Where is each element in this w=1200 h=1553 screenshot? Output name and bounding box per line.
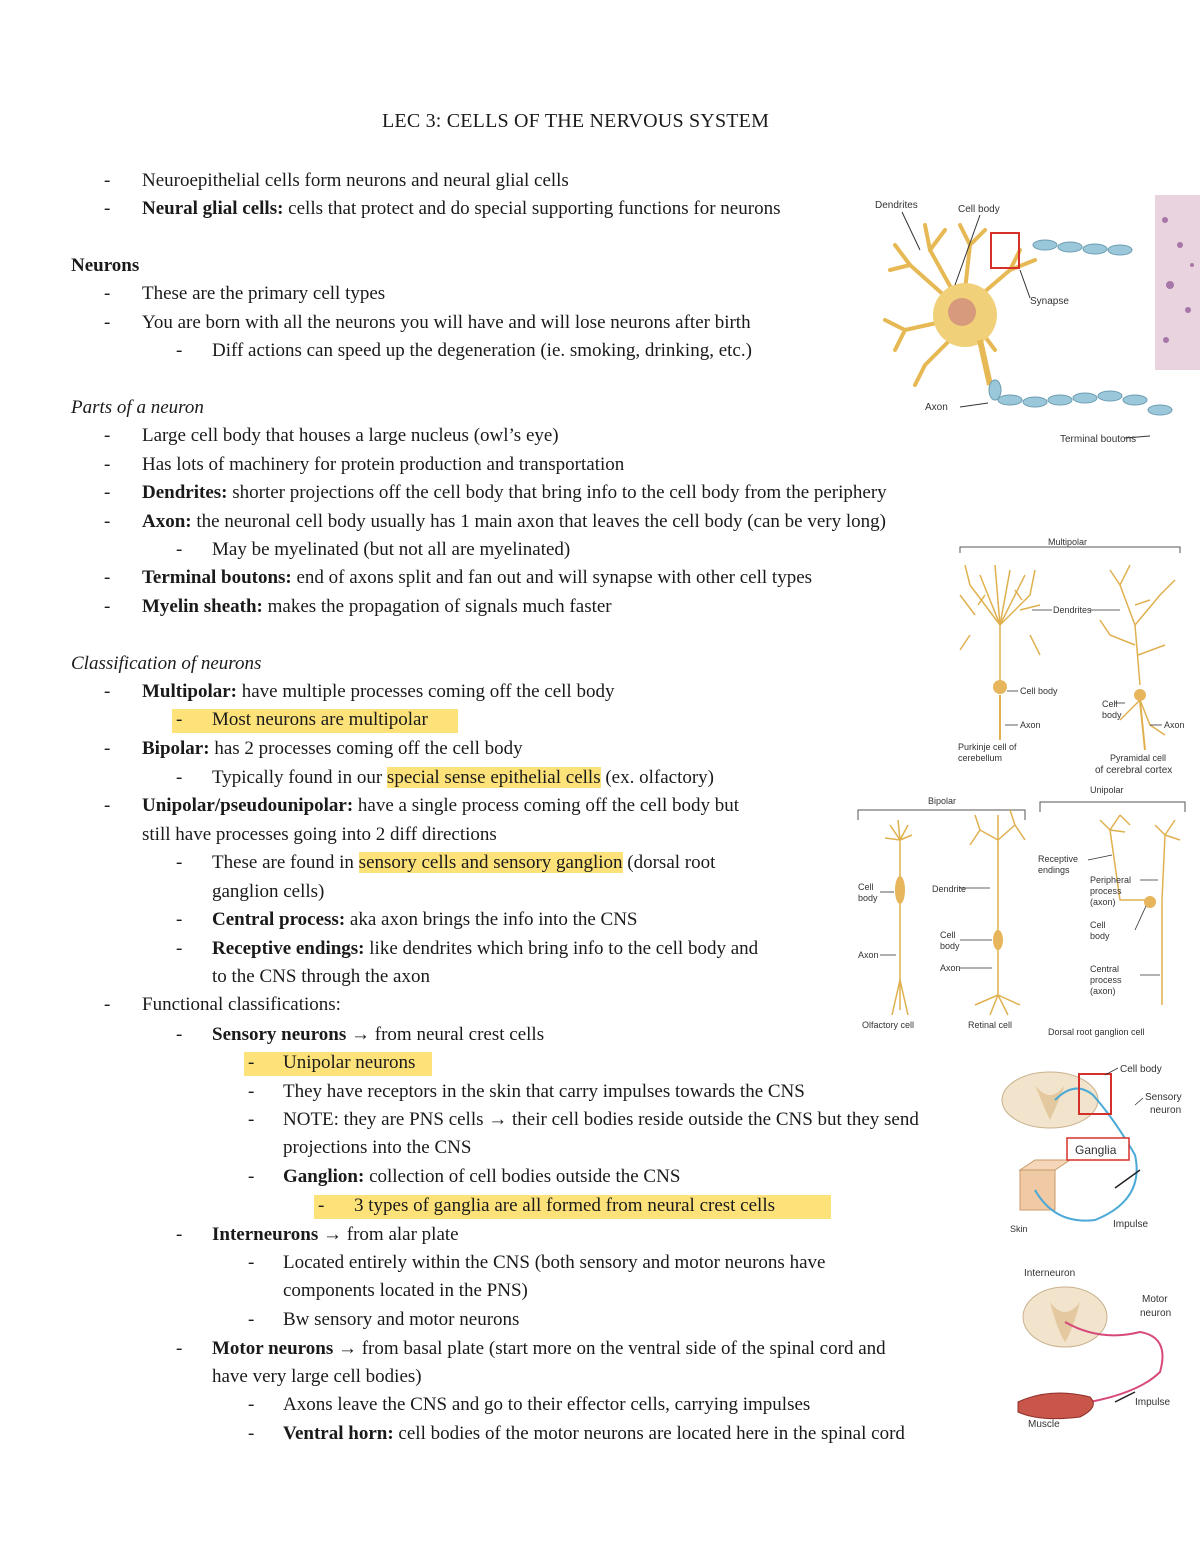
bullet-dash: -: [248, 1081, 255, 1102]
list-item: These are the primary cell types: [142, 283, 386, 304]
label-dendrites: Dendrites: [1053, 605, 1092, 615]
list-item: Large cell body that houses a large nucleus (owl’s eye): [142, 425, 559, 446]
label-pyramidal-1: Pyramidal cell: [1110, 753, 1167, 763]
label-cell-2: Cell: [940, 930, 956, 940]
list-item: Terminal boutons: end of axons split and fan out and will synapse with other cell types: [142, 567, 813, 588]
bullet-dash: -: [104, 596, 111, 617]
skin-top: [1020, 1160, 1070, 1170]
label-skin: Skin: [1010, 1224, 1028, 1234]
bullet-dash: -: [104, 198, 111, 219]
label-impulse: Impulse: [1135, 1397, 1171, 1408]
list-subitem: Most neurons are multipolar: [212, 709, 428, 730]
list-item: Multipolar: have multiple processes coming off the cell body: [142, 681, 615, 702]
purkinje-soma: [993, 680, 1007, 694]
muscle-shape: [1018, 1393, 1093, 1419]
bullet-dash: -: [248, 1166, 255, 1187]
retinal-soma: [993, 930, 1003, 950]
bullet-dash: -: [176, 1338, 183, 1359]
skin-block: [1020, 1170, 1055, 1210]
list-subitem: 3 types of ganglia are all formed from neural crest cells: [354, 1195, 775, 1216]
list-subitem-continued: components located in the PNS): [283, 1280, 528, 1301]
bullet-dash: -: [176, 1024, 183, 1045]
list-subitem: May be myelinated (but not all are myelinated): [212, 539, 571, 560]
bullet-dash: -: [104, 567, 111, 588]
list-subitem: Motor neurons → from basal plate (start more on the ventral side of the spinal cord and: [212, 1338, 886, 1359]
leader-line: [1135, 1098, 1143, 1105]
label-body: body: [858, 893, 878, 903]
label-sensory-2: neuron: [1150, 1105, 1182, 1116]
label-terminal-boutons: Terminal boutons: [1060, 434, 1137, 445]
label-interneuron: Interneuron: [1024, 1268, 1076, 1279]
label-central-1: Central: [1090, 964, 1120, 974]
list-subitem-continued: to the CNS through the axon: [212, 966, 430, 987]
list-subitem: Interneurons → from alar plate: [212, 1224, 459, 1245]
retinal-cell: [970, 810, 1025, 1015]
header-bracket: [960, 547, 1180, 553]
list-subitem: NOTE: they are PNS cells → their cell bodies reside outside the CNS but they send: [283, 1109, 919, 1130]
label-drg: Dorsal root ganglion cell: [1048, 1027, 1145, 1037]
list-subitem: Located entirely within the CNS (both sensory and motor neurons have: [283, 1252, 826, 1273]
olfactory-cell: [885, 820, 912, 1015]
label-dendrites: Dendrites: [875, 200, 918, 211]
pyramidal-soma: [1134, 689, 1146, 701]
list-subitem: Ventral horn: cell bodies of the motor neurons are located here in the spinal cord: [283, 1423, 905, 1444]
purkinje-dendrites: [960, 565, 1040, 685]
bullet-dash: -: [104, 511, 111, 532]
bullet-dash: -: [248, 1309, 255, 1330]
list-subitem: These are found in sensory cells and sensory ganglion (dorsal root: [212, 852, 716, 873]
list-item: Myelin sheath: makes the propagation of signals much faster: [142, 596, 612, 617]
bipolar-unipolar-figure: [850, 780, 1195, 1045]
label-receptive-1: Receptive: [1038, 854, 1079, 864]
label-muscle: Muscle: [1028, 1419, 1060, 1430]
label-peripheral-1: Peripheral: [1090, 875, 1132, 885]
bullet-dash: -: [104, 482, 111, 503]
bullet-dash: -: [176, 340, 183, 361]
label-ucell: Cell: [1090, 920, 1106, 930]
bullet-dash: -: [248, 1423, 255, 1444]
list-item: Axon: the neuronal cell body usually has 1 main axon that leaves the cell body (can be very long): [142, 511, 886, 532]
label-synapse: Synapse: [1030, 296, 1069, 307]
list-subitem: Diff actions can speed up the degeneration (ie. smoking, drinking, etc.): [212, 340, 752, 361]
label-axon: Axon: [1020, 720, 1041, 730]
list-item: Functional classifications:: [142, 994, 341, 1015]
micrograph-image: [1155, 195, 1200, 370]
list-subitem: Bw sensory and motor neurons: [283, 1309, 520, 1330]
list-subitem: Sensory neurons → from neural crest cells: [212, 1024, 545, 1045]
page-title: LEC 3: CELLS OF THE NERVOUS SYSTEM: [382, 110, 770, 132]
label-axon-2: Axon: [1164, 720, 1185, 730]
label-purkinje-1: Purkinje cell of: [958, 742, 1017, 752]
bullet-dash: -: [176, 539, 183, 560]
label-ganglia: Ganglia: [1075, 1143, 1117, 1157]
label-motor-1: Motor: [1142, 1294, 1168, 1305]
list-subitem-continued: projections into the CNS: [283, 1137, 472, 1158]
nucleus: [948, 298, 976, 326]
bullet-dash: -: [104, 795, 111, 816]
label-impulse: Impulse: [1113, 1219, 1149, 1230]
header-bipolar: Bipolar: [928, 796, 957, 806]
label-motor-2: neuron: [1140, 1308, 1172, 1319]
bullet-dash: -: [176, 767, 183, 788]
label-peripheral-3: (axon): [1090, 897, 1116, 907]
bullet-dash: -: [104, 312, 111, 333]
list-subitem: Axons leave the CNS and go to their effector cells, carrying impulses: [283, 1394, 811, 1415]
list-item: Neural glial cells: cells that protect and do special supporting functions for neurons: [142, 198, 781, 219]
list-item: Neuroepithelial cells form neurons and neural glial cells: [142, 170, 569, 191]
axon-hillock: [980, 340, 990, 385]
neuron-anatomy-figure: [870, 190, 1200, 450]
label-dendrite: Dendrite: [932, 884, 967, 894]
section-heading: Classification of neurons: [71, 653, 262, 674]
header-unipolar: Unipolar: [1090, 785, 1124, 795]
olfactory-soma: [895, 876, 905, 904]
bullet-dash: -: [176, 909, 183, 930]
bullet-dash: -: [104, 681, 111, 702]
label-receptive-2: endings: [1038, 865, 1070, 875]
list-subitem: They have receptors in the skin that carry impulses towards the CNS: [283, 1081, 805, 1102]
bipolar-bracket: [858, 810, 1025, 820]
label-cell: Cell: [858, 882, 874, 892]
label-olfactory: Olfactory cell: [862, 1020, 915, 1030]
bullet-dash: -: [176, 852, 183, 873]
section-heading: Parts of a neuron: [71, 397, 204, 418]
label-central-2: process: [1090, 975, 1122, 985]
label-cell-body: Cell body: [1020, 686, 1058, 696]
bullet-dash: -: [248, 1252, 255, 1273]
header-multipolar: Multipolar: [1048, 537, 1088, 547]
bullet-dash: -: [248, 1394, 255, 1415]
label-cell-body: Cell body: [958, 204, 1000, 215]
pyramidal-axon: [1140, 701, 1145, 750]
list-item-continued: still have processes going into 2 diff directions: [142, 824, 497, 845]
list-item: Has lots of machinery for protein production and transportation: [142, 454, 625, 475]
list-item: Unipolar/pseudounipolar: have a single process coming off the cell body but: [142, 795, 740, 816]
bullet-dash: -: [104, 738, 111, 759]
bullet-dash: -: [248, 1052, 255, 1073]
list-item: You are born with all the neurons you will have and will lose neurons after birth: [142, 312, 751, 333]
bullet-dash: -: [104, 425, 111, 446]
bullet-dash: -: [104, 170, 111, 191]
list-subitem: Typically found in our special sense epithelial cells (ex. olfactory): [212, 767, 715, 788]
bullet-dash: -: [176, 709, 183, 730]
bullet-dash: -: [104, 994, 111, 1015]
label-body-2: body: [940, 941, 960, 951]
label-cell-body: Cell body: [1120, 1064, 1162, 1075]
label-cell: Cell: [1102, 699, 1118, 709]
label-body: body: [1102, 710, 1122, 720]
label-ubody: body: [1090, 931, 1110, 941]
bullet-dash: -: [104, 283, 111, 304]
label-axon: Axon: [858, 950, 879, 960]
list-subitem-continued: have very large cell bodies): [212, 1366, 422, 1387]
bullet-dash: -: [104, 454, 111, 475]
label-purkinje-2: cerebellum: [958, 753, 1003, 763]
bullet-dash: -: [318, 1195, 325, 1216]
list-subitem: Ganglion: collection of cell bodies outside the CNS: [283, 1166, 681, 1187]
label-central-3: (axon): [1090, 986, 1116, 996]
bullet-dash: -: [176, 938, 183, 959]
list-subitem-continued: ganglion cells): [212, 881, 325, 902]
sensory-neuron-figure: [995, 1060, 1200, 1240]
label-axon: Axon: [925, 402, 948, 413]
list-subitem: Receptive endings: like dendrites which bring info to the cell body and: [212, 938, 759, 959]
section-heading: Neurons: [71, 255, 140, 276]
label-axon-2: Axon: [940, 963, 961, 973]
label-sensory-1: Sensory: [1145, 1092, 1182, 1103]
label-peripheral-2: process: [1090, 886, 1122, 896]
bullet-dash: -: [176, 1224, 183, 1245]
unipolar-bracket: [1040, 802, 1185, 812]
label-retinal: Retinal cell: [968, 1020, 1013, 1030]
leader-lines: [880, 855, 1160, 975]
list-item: Bipolar: has 2 processes coming off the cell body: [142, 738, 523, 759]
list-item: Dendrites: shorter projections off the cell body that bring info to the cell body from the periphery: [142, 482, 887, 503]
list-subitem: Unipolar neurons: [283, 1052, 416, 1073]
bullet-dash: -: [248, 1109, 255, 1130]
multipolar-figure: [950, 535, 1190, 780]
list-subitem: Central process: aka axon brings the info into the CNS: [212, 909, 638, 930]
label-pyramidal-2: of cerebral cortex: [1095, 765, 1173, 776]
motor-neuron-figure: [1010, 1262, 1200, 1437]
